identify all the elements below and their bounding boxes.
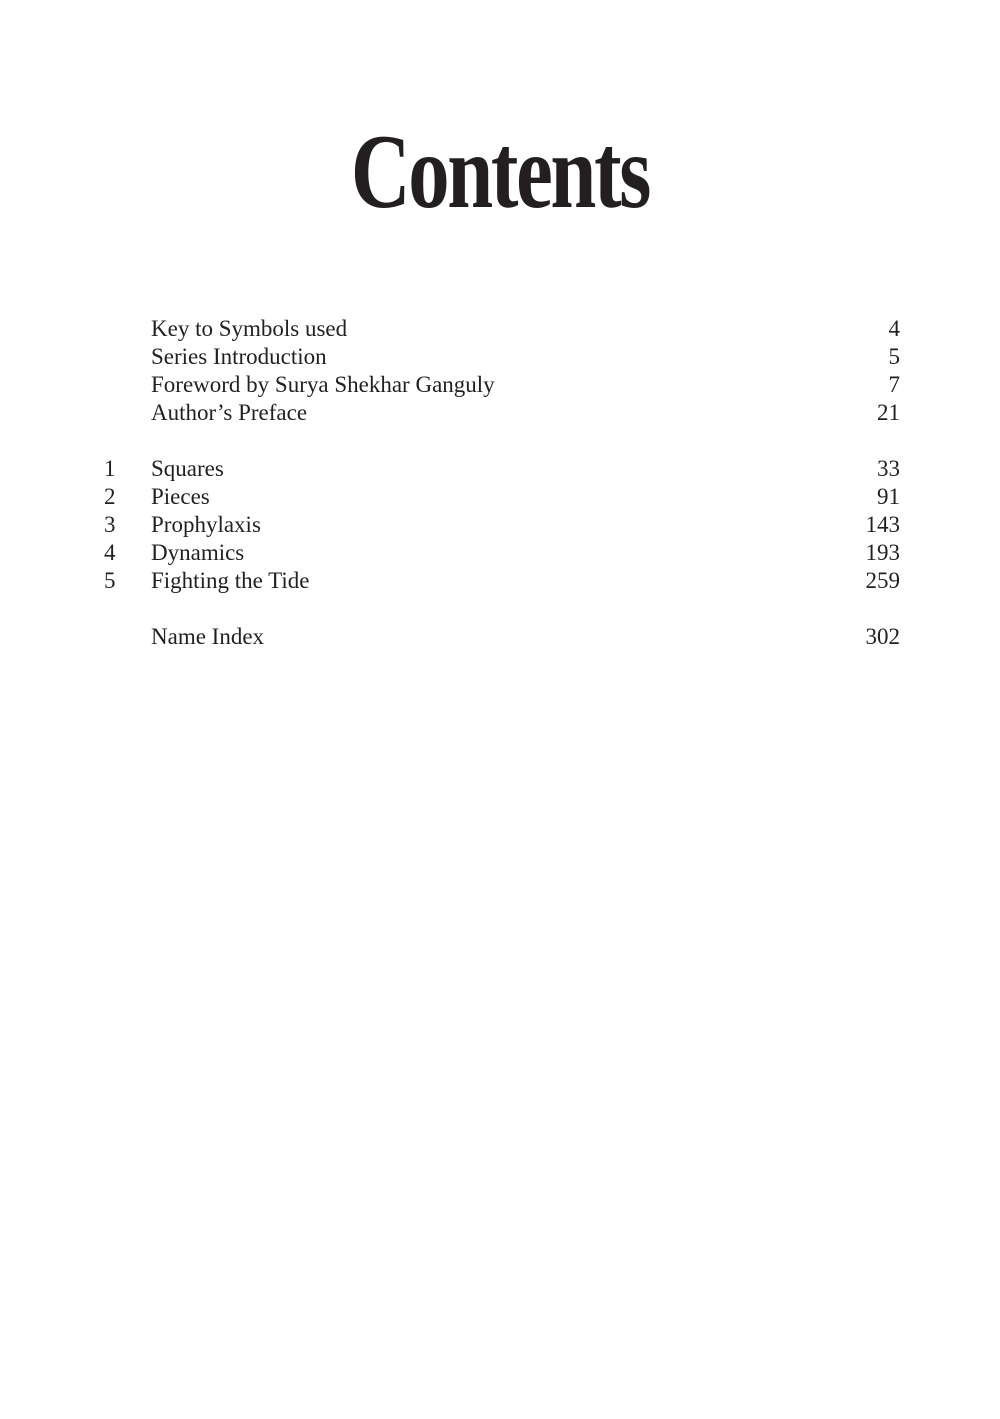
toc-entry-number: 2 xyxy=(104,484,116,509)
toc-entry-label: Name Index xyxy=(151,624,265,649)
toc-entry-page: 7 xyxy=(888,372,900,397)
toc-entry-chapter-5 xyxy=(0,567,1000,595)
toc-entry-label: Prophylaxis xyxy=(151,512,261,537)
toc-entry-label: Author’s Preface xyxy=(151,400,308,425)
toc-entry-label: Key to Symbols used xyxy=(151,316,348,341)
toc-entry-number: 4 xyxy=(104,540,116,565)
toc-entry-label: Dynamics xyxy=(151,540,245,565)
toc-entry-page: 302 xyxy=(865,624,900,649)
toc-entry-chapter-4 xyxy=(0,539,1000,567)
toc-entry-page: 5 xyxy=(888,344,900,369)
page-title: Contents xyxy=(350,113,650,230)
toc-entry-number: 5 xyxy=(104,568,116,593)
toc-entry-chapter-2 xyxy=(0,483,1000,511)
toc-entry-label: Fighting the Tide xyxy=(151,568,310,593)
toc-entry-page: 259 xyxy=(865,568,900,593)
toc-entry-label: Foreword by Surya Shekhar Ganguly xyxy=(151,372,495,397)
toc-entry-chapter-1 xyxy=(0,455,1000,483)
toc-entry-label: Series Introduction xyxy=(151,344,327,369)
toc-entry-page: 4 xyxy=(888,316,900,341)
toc-entry-series-introduction xyxy=(0,343,1000,371)
toc-entry-chapter-3 xyxy=(0,511,1000,539)
table-of-contents xyxy=(0,0,1000,700)
toc-entry-page: 21 xyxy=(877,400,900,425)
toc-entry-key-to-symbols xyxy=(0,315,1000,343)
toc-entry-number: 1 xyxy=(104,456,116,481)
toc-entry-page: 193 xyxy=(865,540,900,565)
toc-entry-label: Squares xyxy=(151,456,224,481)
toc-entry-foreword xyxy=(0,371,1000,399)
toc-entry-authors-preface xyxy=(0,399,1000,427)
toc-entry-number: 3 xyxy=(104,512,116,537)
toc-entry-page: 91 xyxy=(877,484,900,509)
toc-entry-page: 33 xyxy=(877,456,900,481)
toc-entry-name-index xyxy=(0,623,1000,651)
toc-entry-page: 143 xyxy=(865,512,900,537)
toc-entry-label: Pieces xyxy=(151,484,210,509)
